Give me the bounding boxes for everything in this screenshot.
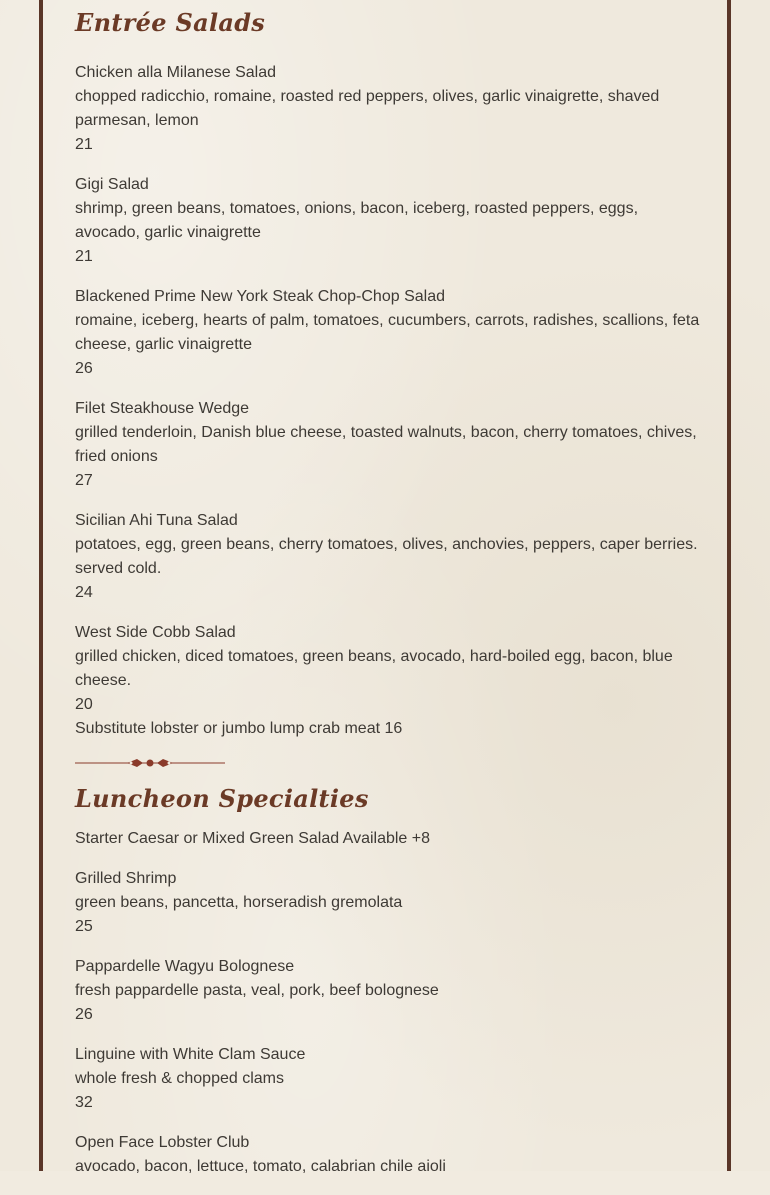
item-name: Gigi Salad bbox=[75, 176, 149, 193]
item-price: 20 bbox=[75, 696, 93, 713]
item-description: shrimp, green beans, tomatoes, onions, bacon, iceberg, roasted peppers, eggs, avocado, garlic vinaigrette bbox=[75, 200, 639, 241]
menu-item bbox=[75, 61, 700, 157]
menu-item bbox=[75, 397, 700, 493]
item-price: 21 bbox=[75, 248, 93, 265]
item-price: 25 bbox=[75, 918, 93, 935]
item-name: Filet Steakhouse Wedge bbox=[75, 400, 250, 417]
menu-item bbox=[75, 509, 700, 605]
item-name: Open Face Lobster Club bbox=[75, 1134, 250, 1151]
item-name: Linguine with White Clam Sauce bbox=[75, 1046, 306, 1063]
item-description: whole fresh & chopped clams bbox=[75, 1070, 284, 1087]
item-price: 27 bbox=[75, 472, 93, 489]
item-price: 26 bbox=[75, 1006, 93, 1023]
menu-item bbox=[75, 1043, 700, 1115]
item-description: chopped radicchio, romaine, roasted red peppers, olives, garlic vinaigrette, shaved parmesan, lemon bbox=[75, 88, 660, 129]
item-name: Sicilian Ahi Tuna Salad bbox=[75, 512, 238, 529]
item-name: Chicken alla Milanese Salad bbox=[75, 64, 276, 81]
item-description: romaine, iceberg, hearts of palm, tomatoes, cucumbers, carrots, radishes, scallions, feta cheese, garlic vinaigrette bbox=[75, 312, 700, 353]
menu-item bbox=[75, 955, 700, 1027]
item-description: grilled tenderloin, Danish blue cheese, toasted walnuts, bacon, cherry tomatoes, chives, fried onions bbox=[75, 424, 697, 465]
section-title-luncheon-specialties: Luncheon Specialties bbox=[75, 784, 369, 813]
item-price: 32 bbox=[75, 1094, 93, 1111]
item-name: Blackened Prime New York Steak Chop-Chop Salad bbox=[75, 288, 445, 305]
item-description: avocado, bacon, lettuce, tomato, calabrian chile aioli bbox=[75, 1158, 446, 1175]
left-border-rule bbox=[39, 0, 43, 1171]
item-description: grilled chicken, diced tomatoes, green beans, avocado, hard-boiled egg, bacon, blue cheese. bbox=[75, 648, 673, 689]
menu-item bbox=[75, 1131, 700, 1179]
item-description: fresh pappardelle pasta, veal, pork, beef bolognese bbox=[75, 982, 439, 999]
menu-item bbox=[75, 867, 700, 939]
item-description: potatoes, egg, green beans, cherry tomatoes, olives, anchovies, peppers, caper berries. served cold. bbox=[75, 536, 698, 577]
item-description: green beans, pancetta, horseradish gremolata bbox=[75, 894, 403, 911]
item-name: Pappardelle Wagyu Bolognese bbox=[75, 958, 295, 975]
item-price: 24 bbox=[75, 584, 93, 601]
menu-item bbox=[75, 621, 700, 741]
item-price: 26 bbox=[75, 360, 93, 377]
item-price: 21 bbox=[75, 136, 93, 153]
item-name: Grilled Shrimp bbox=[75, 870, 177, 887]
menu-item bbox=[75, 285, 700, 381]
section-note: Starter Caesar or Mixed Green Salad Available +8 bbox=[75, 830, 431, 847]
section-title-entree-salads: Entrée Salads bbox=[75, 8, 266, 37]
ornamental-divider-icon bbox=[75, 754, 225, 772]
right-border-rule bbox=[727, 0, 731, 1171]
item-name: West Side Cobb Salad bbox=[75, 624, 236, 641]
luncheon-specialties-list bbox=[75, 827, 700, 1195]
entree-salads-list bbox=[75, 61, 700, 757]
item-note: Substitute lobster or jumbo lump crab meat 16 bbox=[75, 720, 403, 737]
menu-item bbox=[75, 173, 700, 269]
